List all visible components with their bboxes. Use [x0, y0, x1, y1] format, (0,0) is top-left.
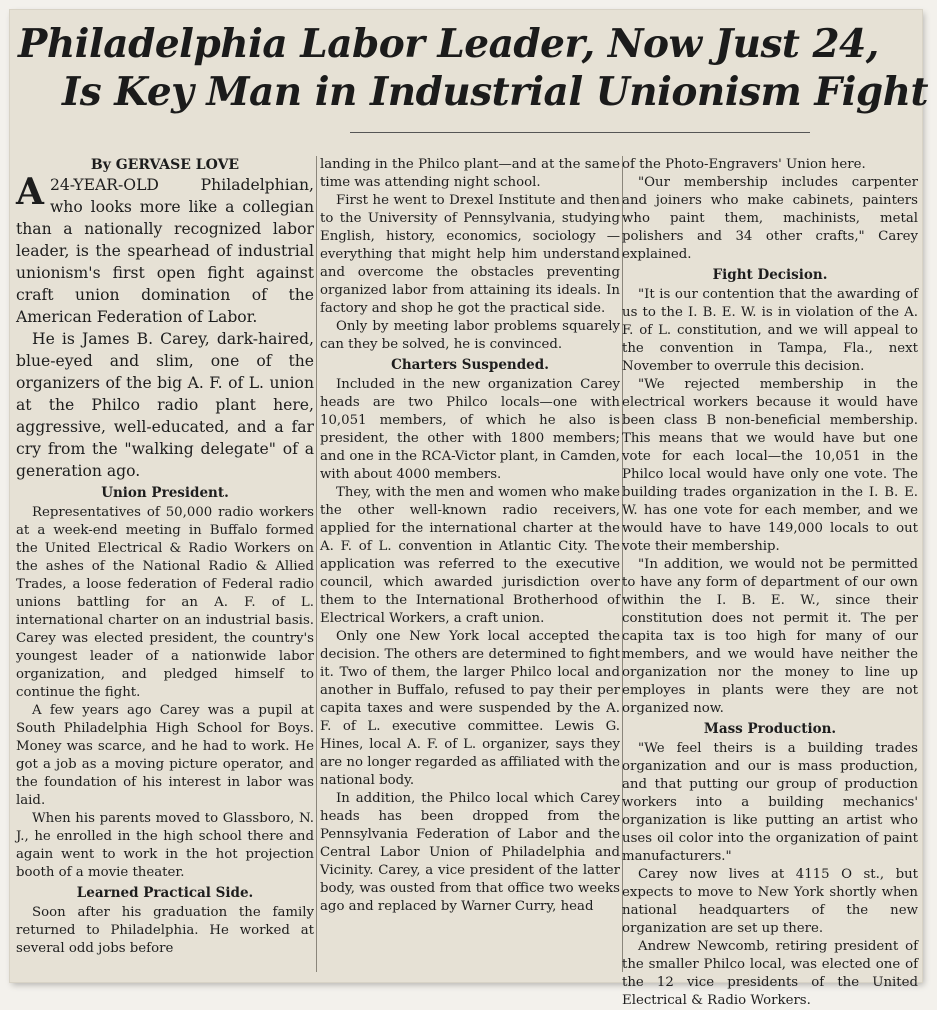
column-divider-1: [316, 156, 317, 972]
paragraph: First he went to Drexel Institute and then to the University of Pennsylvania, studying English, history, economics, sociology — everything that might help him understand and overcome the obstacles preventing organized labor from attaining its ideals. In factory and shop he got the practical side.: [320, 193, 620, 316]
subhead-charters-suspended: Charters Suspended.: [391, 357, 549, 373]
newspaper-clipping: [10, 10, 929, 1008]
article-column-1: [16, 156, 314, 974]
paragraph: They, with the men and women who make the other well-known radio receivers, applied for the international charter at the A. F. of L. convention in Atlantic City. The application was referred to the executive council, which awarded jurisdiction over them to the International Brotherhood of Electrical Workers, a craft union.: [320, 485, 620, 626]
paragraph: Only one New York local accepted the decision. The others are determined to fight it. Two of them, the larger Philco local and another in Buffalo, refused to pay their per capita taxes and were suspended by the A. F. of L. executive committee. Lewis G. Hines, local A. F. of L. organizer, says they are no longer regarded as affiliated with the national body.: [320, 629, 620, 788]
headline: [10, 20, 929, 116]
paragraph: In addition, the Philco local which Carey heads has been dropped from the Pennsylvania Federation of Labor and the Central Labor Union of Philadelphia and Vicinity. Carey, a vice president of the latter body, was ousted from that office two weeks ago and replaced by Warner Curry, head: [320, 791, 620, 914]
headline-line-1: Philadelphia Labor Leader, Now Just 24,: [18, 21, 879, 67]
byline: By GERVASE LOVE: [90, 157, 240, 173]
lead-text: 24-YEAR-OLD Philadelphian, who looks more like a collegian than a nationally recognized labor leader, is the spearhead of industrial unionism's first open fight against craft union domination of the American Federation of Labor.: [16, 176, 314, 326]
paragraph: Included in the new organization Carey heads are two Philco locals—one with 10,051 members, of which he also is president, the other with 1800 members; and one in the RCA-Victor plant, in Camden, with about 4000 members.: [320, 377, 620, 482]
subhead-mass-production: Mass Production.: [703, 721, 837, 737]
subhead-fight-decision: Fight Decision.: [712, 267, 828, 283]
headline-rule: [350, 132, 810, 133]
drop-cap: A: [16, 171, 44, 213]
paragraph: Soon after his graduation the family returned to Philadelphia. He worked at several odd jobs before: [16, 905, 314, 956]
paragraph: "In addition, we would not be permitted to have any form of department of our own within the I. B. E. W., since their constitution does not permit it. The per capita tax is too high for many of our members, and we would have neither the organization nor the money to line up employes in plants were they are not organized now.: [622, 557, 918, 716]
paragraph: Only by meeting labor problems squarely can they be solved, he is convinced.: [320, 319, 620, 352]
subhead-learned-practical-side: Learned Practical Side.: [76, 885, 254, 901]
paragraph: landing in the Philco plant—and at the same time was attending night school.: [320, 157, 620, 190]
subhead-union-president: Union President.: [101, 485, 229, 501]
paragraph: "Our membership includes carpenter and joiners who make cabinets, painters who paint them, machinists, metal polishers and 34 other crafts," Carey explained.: [622, 175, 918, 262]
paragraph: "We rejected membership in the electrical workers because it would have been class B non-beneficial membership. This means that we would have but one vote for each local—the 10,051 in the Philco local would have only one vote. The building trades organization in the I. B. E. W. has one vote for each member, and we would have to have 149,000 locals to out vote their membership.: [622, 377, 918, 554]
paragraph: "We feel theirs is a building trades organization and our is mass production, and that putting our group of production workers into a building mechanics' organization is like putting an artist who uses oil color into the organization of paint manufacturers.": [622, 741, 918, 864]
paragraph: A few years ago Carey was a pupil at South Philadelphia High School for Boys. Money was scarce, and he had to work. He got a job as a moving picture operator, and the foundation of his interest in labor was laid.: [16, 703, 314, 808]
paragraph: Representatives of 50,000 radio workers at a week-end meeting in Buffalo formed the United Electrical & Radio Workers on the ashes of the National Radio & Allied Trades, a loose federation of Federal radio unions battling for an A. F. of L. international charter on an industrial basis. Carey was elected president, the country's youngest leader of a nationwide labor organization, and pledged himself to continue the fight.: [16, 505, 314, 700]
paragraph: "It is our contention that the awarding of us to the I. B. E. W. is in violation of the A. F. of L. constitution, and we will appeal to the convention in Tampa, Fla., next November to overrule this decision.: [622, 287, 918, 374]
headline-line-2: Is Key Man in Industrial Unionism Fight: [62, 69, 929, 115]
paragraph: Andrew Newcomb, retiring president of the smaller Philco local, was elected one of the 12 vice presidents of the United Electrical & Radio Workers.: [622, 939, 918, 1008]
paragraph: When his parents moved to Glassboro, N. J., he enrolled in the high school there and again went to work in the hot projection booth of a movie theater.: [16, 811, 314, 880]
paragraph: Carey now lives at 4115 O st., but expects to move to New York shortly when national headquarters of the new organization are set up there.: [622, 867, 918, 936]
lead-paragraph: [16, 171, 314, 328]
paragraph: He is James B. Carey, dark-haired, blue-eyed and slim, one of the organizers of the big A. F. of L. union at the Philco radio plant here, aggressive, well-educated, and a far cry from the "walking delegate" of a generation ago.: [16, 330, 314, 480]
article-column-2: [320, 156, 620, 974]
paragraph: of the Photo-Engravers' Union here.: [622, 157, 866, 172]
article-column-3: [622, 156, 918, 1008]
